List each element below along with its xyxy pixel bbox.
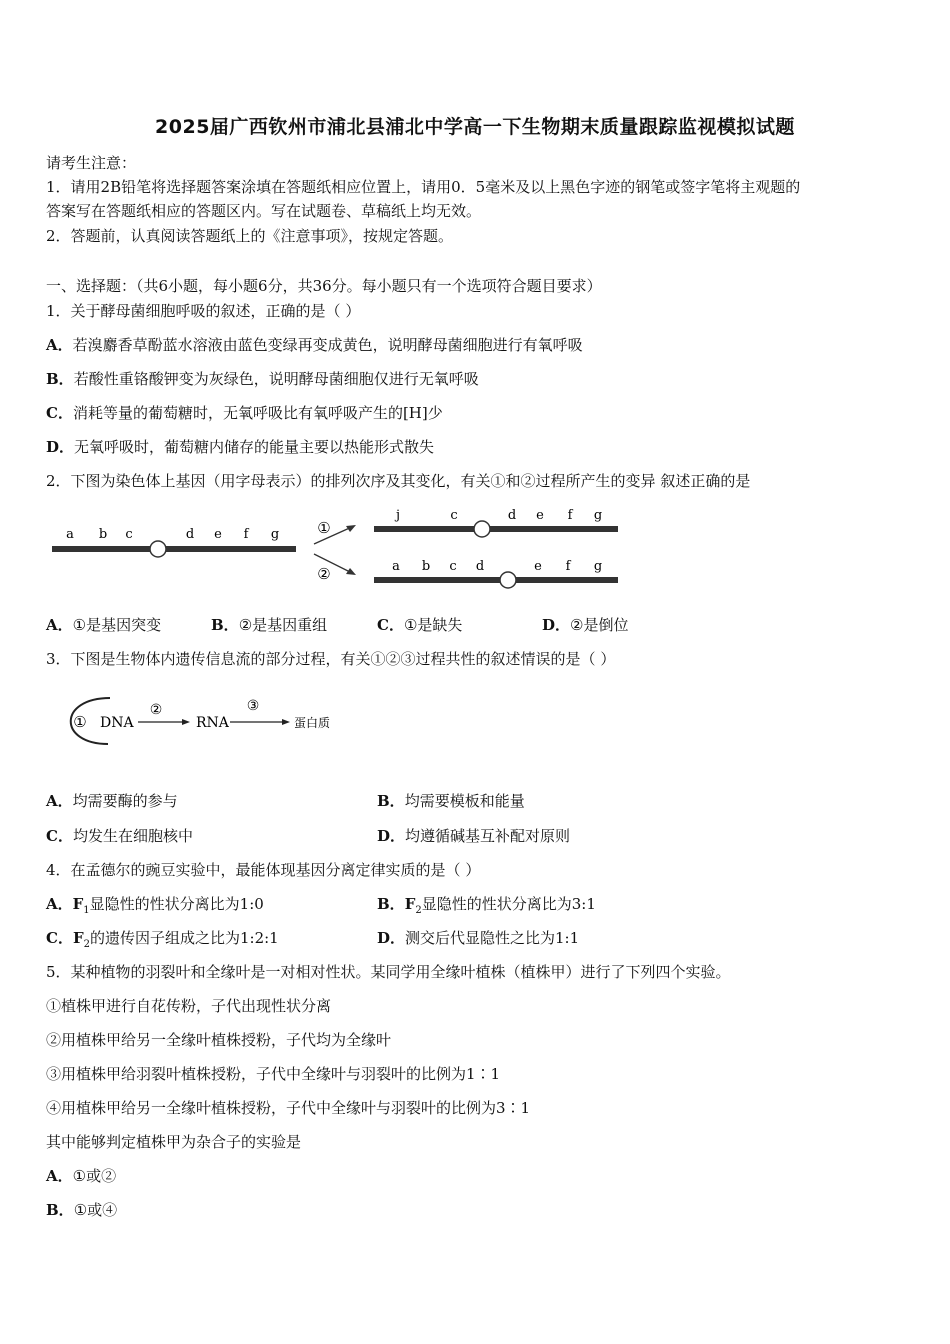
q5-experiment-1: ①植株甲进行自花传粉，子代出现性状分离 [46, 997, 332, 1015]
option-text: 若酸性重铬酸钾变为灰绿色，说明酵母菌细胞仅进行无氧呼吸 [73, 370, 479, 388]
q5-experiment-2: ②用植株甲给另一全缘叶植株授粉，子代均为全缘叶 [46, 1031, 392, 1049]
option-text: ②是倒位 [570, 616, 629, 634]
option-text: 均发生在细胞核中 [72, 827, 193, 845]
option-label: B． [46, 1201, 74, 1219]
q5-option-b[interactable] [46, 1199, 117, 1221]
q3-option-c[interactable] [46, 825, 193, 847]
chromosome-figure [46, 500, 626, 596]
q4-stem: 4．在孟德尔的豌豆实验中，最能体现基因分离定律实质的是（ ） [46, 861, 481, 879]
q1-option-a[interactable] [46, 334, 583, 356]
process-3-label: ③ [246, 698, 260, 714]
option-label: C． [46, 929, 73, 947]
information-flow-figure [58, 692, 358, 762]
option-text: F [72, 929, 84, 947]
subscript: 2 [83, 939, 90, 950]
q2-stem: 2．下图为染色体上基因（用字母表示）的排列次序及其变化，有关①和②过程所产生的变异 叙述正确的是 [46, 472, 751, 490]
gene-label: f [567, 508, 573, 523]
notice-heading: 请考生注意： [46, 154, 137, 172]
gene-label: e [536, 508, 544, 523]
gene-label: c [450, 508, 458, 523]
process-2-label: ② [317, 565, 331, 583]
q1-option-c[interactable] [46, 402, 443, 424]
gene-label: e [534, 559, 542, 574]
gene-label: e [214, 527, 222, 542]
option-text: 的遗传因子组成之比为1:2:1 [89, 929, 279, 947]
original-chromosome-bar [52, 546, 296, 552]
result-2-chromosome-bar [374, 577, 618, 583]
result-1-chromosome-bar [374, 526, 618, 532]
process-2-label: ② [149, 702, 163, 718]
option-label: D． [542, 616, 571, 634]
original-centromere [150, 541, 166, 557]
option-label: B． [377, 895, 405, 913]
gene-label: d [475, 559, 485, 574]
gene-label: d [185, 527, 195, 542]
option-text: 均遵循碱基互补配对原则 [405, 827, 571, 845]
q4-option-d[interactable] [377, 927, 579, 949]
option-label: B． [211, 616, 239, 634]
subscript: 2 [415, 905, 422, 916]
option-text: 消耗等量的葡萄糖时，无氧呼吸比有氧呼吸产生的[H]少 [72, 404, 443, 422]
subscript: 1 [83, 905, 90, 916]
gene-label: f [243, 527, 249, 542]
q2-option-a[interactable] [46, 614, 161, 636]
q4-option-b[interactable] [377, 893, 596, 922]
option-label: A． [46, 895, 73, 913]
option-label: C． [46, 404, 73, 422]
q1-stem: 1．关于酵母菌细胞呼吸的叙述，正确的是（ ） [46, 302, 361, 320]
section-heading: 一、选择题：（共6小题，每小题6分，共36分。每小题只有一个选项符合题目要求） [46, 277, 602, 295]
q3-option-d[interactable] [377, 825, 570, 847]
notice-item-1-line-2: 答案写在答题纸相应的答题区内。写在试题卷、草稿纸上均无效。 [46, 202, 482, 220]
gene-label: c [125, 527, 133, 542]
gene-label: d [507, 508, 517, 523]
option-text: 显隐性的性状分离比为3:1 [421, 895, 596, 913]
option-label: A． [46, 336, 73, 354]
option-text: 若溴麝香草酚蓝水溶液由蓝色变绿再变成黄色，说明酵母菌细胞进行有氧呼吸 [72, 336, 583, 354]
result-2-centromere [500, 572, 516, 588]
result-1-centromere [474, 521, 490, 537]
option-text: ①或② [72, 1167, 117, 1185]
option-text: 无氧呼吸时，葡萄糖内储存的能量主要以热能形式散失 [74, 438, 435, 456]
q2-option-c[interactable] [377, 614, 462, 636]
notice-item-1-line-1: 1．请用2B铅笔将选择题答案涂填在答题纸相应位置上，请用0．5毫米及以上黑色字迹的钢笔或签字笔将主观题的 [46, 178, 801, 196]
q3-option-b[interactable] [377, 790, 525, 812]
option-text: 均需要酶的参与 [72, 792, 178, 810]
gene-label: g [593, 508, 603, 523]
option-label: D． [46, 438, 75, 456]
q1-option-d[interactable] [46, 436, 434, 458]
arrowhead-icon [182, 719, 190, 725]
page-title: 2025届广西钦州市浦北县浦北中学高一下生物期末质量跟踪监视模拟试题 [155, 116, 795, 138]
process-1-label: ① [73, 713, 87, 731]
gene-label: b [421, 559, 431, 574]
q5-option-a[interactable] [46, 1165, 116, 1187]
process-1-label: ① [317, 519, 331, 537]
gene-label: g [593, 559, 603, 574]
gene-label: b [98, 527, 108, 542]
option-label: B． [377, 792, 405, 810]
option-text: ②是基因重组 [238, 616, 328, 634]
arrowhead-icon [282, 719, 290, 725]
gene-label: a [66, 527, 74, 542]
option-text: F [404, 895, 416, 913]
option-text: F [72, 895, 84, 913]
option-text: 均需要模板和能量 [404, 792, 525, 810]
option-label: A． [46, 792, 73, 810]
q5-experiment-4: ④用植株甲给另一全缘叶植株授粉，子代中全缘叶与羽裂叶的比例为3∶1 [46, 1099, 531, 1117]
rna-label: RNA [196, 715, 229, 731]
arrowhead-icon [346, 568, 356, 575]
dna-label: DNA [100, 715, 134, 731]
q5-experiment-3: ③用植株甲给羽裂叶植株授粉，子代中全缘叶与羽裂叶的比例为1∶1 [46, 1065, 501, 1083]
q2-option-d[interactable] [542, 614, 628, 636]
q4-option-a[interactable] [46, 893, 264, 922]
option-label: A． [46, 1167, 73, 1185]
q3-option-a[interactable] [46, 790, 178, 812]
option-label: A． [46, 616, 73, 634]
option-label: B． [46, 370, 74, 388]
q1-option-b[interactable] [46, 368, 479, 390]
gene-label: c [449, 559, 457, 574]
q4-option-c[interactable] [46, 927, 279, 956]
q3-stem: 3．下图是生物体内遗传信息流的部分过程，有关①②③过程共性的叙述情误的是（ ） [46, 650, 616, 668]
protein-label: 蛋白质 [294, 716, 331, 730]
option-label: D． [377, 929, 406, 947]
q5-stem: 5．某种植物的羽裂叶和全缘叶是一对相对性状。某同学用全缘叶植株（植株甲）进行了下列四个实验。 [46, 963, 731, 981]
gene-label: g [270, 527, 280, 542]
option-label: C． [377, 616, 404, 634]
gene-label: j [395, 508, 401, 523]
q2-option-b[interactable] [211, 614, 327, 636]
notice-item-2: 2．答题前，认真阅读答题纸上的《注意事项》，按规定答题。 [46, 227, 454, 245]
option-text: 测交后代显隐性之比为1:1 [405, 929, 580, 947]
q5-question: 其中能够判定植株甲为杂合子的实验是 [46, 1133, 302, 1151]
gene-label: f [565, 559, 571, 574]
option-text: ①是基因突变 [72, 616, 162, 634]
option-text: ①是缺失 [403, 616, 463, 634]
option-label: D． [377, 827, 406, 845]
option-label: C． [46, 827, 73, 845]
option-text: ①或④ [73, 1201, 118, 1219]
gene-label: a [392, 559, 400, 574]
option-text: 显隐性的性状分离比为1:0 [89, 895, 264, 913]
